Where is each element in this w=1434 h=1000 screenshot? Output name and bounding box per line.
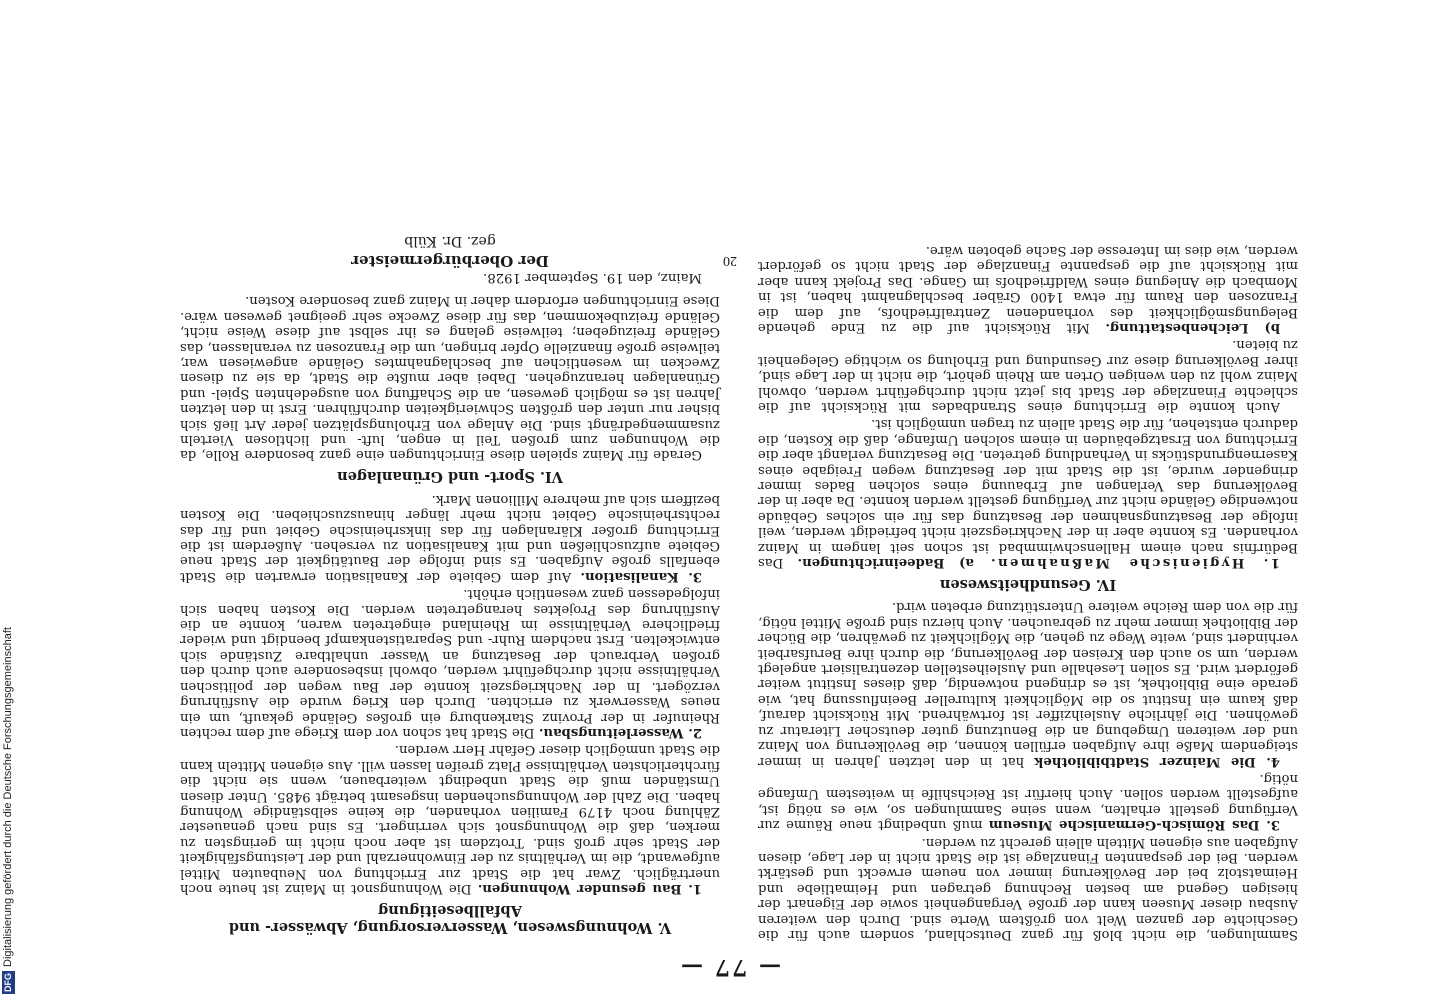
item3-lead: 3. Das Römisch-Germanische Museum <box>988 817 1280 833</box>
digitization-credit <box>0 0 16 1000</box>
signature-title: Der Oberbürgermeister <box>351 251 549 270</box>
s5-item2-text: Die Stadt hat schon vor dem Kriege auf dem rechten Rheinufer in der Provinz Starkenburg ein großes Gelände gekauft, um ein neues Wasserwerk zu errichten. Durch den Krieg wurde die Ausführung verzögert. In der Nachkriegszeit konnte der Bau wegen der politischen Verhältnisse nicht durchgeführt werden, obwohl insbesondere auch durch den großen Verbrauch der Besatzung an Wasser unhaltbare Zustände sich entwickelten. Erst nachdem Ruhr- und Separatistenkampf beendigt und wieder friedlichere Verhältnisse im Rheinland eingetreten waren, konnte an die Ausführung des Projektes herangetreten werden. Die Kosten haben sich infolgedessen ganz wesentlich erhöht. <box>180 586 720 740</box>
s4-paragraph-2: Auch konnte die Errichtung eines Strandbades mit Rücksicht auf die schlechte Finanzlage der Stadt bis jetzt nicht durchgeführt werden, obwohl Mainz wohl zu den wenigen Orten am Rhein gehört, die nicht in der Lage sind, ihrer Bevölkerung diese zur Gesundung und Erholung so wichtige Gelegenheit zu bieten. <box>758 337 1298 414</box>
s4-item1-paragraph <box>758 416 1298 570</box>
section-5-heading: V. Wohnungswesen, Wasserversorgung, Abwässer- und Abfallbeseitigung <box>228 902 672 936</box>
item3-paragraph <box>758 771 1298 833</box>
section-6-heading: VI. Sport- und Grünanlagen <box>337 468 563 486</box>
item4-lead: 4. Die Mainzer Stadtbibliothek <box>1034 753 1280 769</box>
item4-paragraph <box>758 599 1298 768</box>
signature-date: Mainz, den 19. September 1928. <box>483 269 702 285</box>
s4-item1-lead: 1. Hygienische Maßnahmen. <box>988 555 1280 571</box>
left-column <box>758 241 1298 942</box>
s5-item3-text: Auf dem Gebiete der Kanalisation erwarten die Stadt ebenfalls große Aufgaben. Es sind infolge der Bautätigkeit der Stadt neue Gebiete aufzuschließen und mit Kanalisation zu versehen. Außerdem ist die Errichtung großer Kläranlagen für das linksrheinische Gebiet und für das rechtsrheinische Gebiet nicht mehr länger hinauszuschieben. Die Kosten beziffern sich auf mehrere Millionen Mark. <box>180 491 720 584</box>
item4-text: hat in den letzten Jahren in immer steigendem Maße ihre Aufgaben erfüllen können, die Bevölkerung von Mainz und der weiteren Umgebung an die Benutzung guter deutscher Literatur zu gewöhnen. Die jährliche Ausleihziffer ist fortwährend. Mit Rücksicht darauf, daß kaum ein Institut so die Möglichkeit kultureller Beeinflussung hat, wie gerade eine Bibliothek, ist es dringend notwendig, daß dieses Institut weiter gefördert wird. Es sollen Lesehalle und Ausleihestellen dezentralisiert angelegt werden, um so auch den Kreisen der Bevölkerung, die durch ihre Berufsarbeit verhindert sind, weite Wege zu gehen, die Möglichkeit zu gewähren, die Bücher der Bibliothek immer mehr zu gebrauchen. Auch hierzu sind große Mittel nötig, für die von dem Reiche weitere Unterstützung erbeten wird. <box>757 599 1298 769</box>
signature-name: gez. Dr. Külb <box>404 233 496 250</box>
right-column <box>180 233 720 942</box>
s4-item1-text: Das Bedürfnis nach einem Hallenschwimmbad ist schon seit langem in Mainz vorhanden. Es konnte aber in der Nachkriegszeit nicht befriedigt werden, weil infolge der Besatzungsnahmen der Besatzung das für ein solches Gebäude notwendige Gelände nicht zur Verfügung gestellt werden konnte. Da aber in der Bevölkerung das Verlangen auf Erbauung eines solchen Bades immer dringender wurde, ist die Stadt mit der Besatzung wegen Freigabe eines Kasernengrundstücks in Verhandlung getreten. Die Besatzung verlangt aber die Errichtung von Ersatzgebäuden in einem solchen Umfange, daß die Kosten, die dadurch entstehen, für die Stadt allein zu tragen unmöglich ist. <box>758 416 1298 571</box>
s6-paragraph: Gerade für Mainz spielen diese Einrichtungen eine ganz besondere Rolle, da die Wohnungen zum großen Teil in engen, luft- und lichtlosen Vierteln zusammengedrängt sind. Die Anlage von Erholungsplätzen jeder Art ließ sich bisher nur unter den größten Schwierigkeiten durchführen. Erst in den letzten Jahren ist es möglich gewesen, an die Schaffung von ausgedehnten Spiel- und Grünanlagen heranzugehen. Dabei aber mußte die Stadt, da sie zu diesen Zwecken im wesentlichen auf beschlagnahmtes Gelände angewiesen war, teilweise große finanzielle Opfer bringen, um die Franzosen zu veranlassen, das Gelände freizugeben; teilweise gelang es ihr selbst auf diese Weise nicht, Gelände freizubekommen, das für diese Zwecke sehr geeignet gewesen wäre. Diese Einrichtungen erfordern daher in Mainz ganz besondere Kosten. <box>180 293 720 463</box>
footer-page-number: 20 <box>723 253 737 268</box>
s5-item1-text: Die Wohnungsnot in Mainz ist heute noch unerträglich. Zwar hat die Stadt zur Errichtung von Neubauten Mittel aufgewandt, die im Verhältnis zu der Einwohnerzahl und der Leistungsfähigkeit der Stadt sehr groß sind. Trotzdem ist aber noch nicht im geringsten zu merken, daß die Wohnungsnot sich verringert. Es sind nach genauester Zählung noch 4179 Familien vorhanden, die keine selbständige Wohnung haben. Die Zahl der Wohnungsuchenden insgesamt beträgt 9485. Unter diesen Umständen muß die Stadt unbedingt weiterbauen, wenn sie nicht die fürchterlichsten Verhältnisse Platz greifen lassen will. Aus eigenen Mitteln kann die Stadt unmöglich dieser Gefahr Herr werden. <box>180 742 720 896</box>
s5-item1-paragraph <box>180 742 720 896</box>
s5-item3-paragraph <box>180 491 720 583</box>
s5-item2-paragraph <box>180 586 720 740</box>
s5-item3-lead: 3. Kanalisation. <box>580 568 702 584</box>
section-4-heading: IV. Gesundheitswesen <box>939 576 1117 594</box>
s4-item1-sub: a) Badeeinrichtungen. <box>797 555 989 571</box>
s4-item-b-lead: b) Leichenbestattung. <box>1105 319 1280 335</box>
item3-text: muß unbedingt neue Räume zur Verfügung gestellt erhalten, wenn seine Sammlungen so, wie es nötig ist, aufgestellt werden sollen. Auch hierfür ist Reichshilfe in weitestem Umfange nötig. <box>758 770 1298 833</box>
credit-text: Digitalisierung gefördert durch die Deutsche Forschungsgemeinschaft <box>2 627 14 967</box>
intro-paragraph: Sammlungen, die nicht bloß für ganz Deutschland, sondern auch für die Geschichte der ganzen Welt von größtem Werte sind. Durch den weiteren Ausbau dieser Museen kann der große Vergangenheit sowie der Eigenart der hiesigen Gegend am besten Rechnung getragen und Heimatliebe und Heimatstolz bei der Bevölkerung immer von neuem erweckt und gestärkt werden. Bei der gespannten Finanzlage ist die Stadt nicht in der Lage, diesen Aufgaben aus eigenen Mitteln allein gerecht zu werden. <box>758 834 1298 942</box>
document-page <box>150 80 1310 980</box>
s5-item1-lead: 1. Bau gesunder Wohnungen. <box>477 881 702 896</box>
page-number: — 77 — <box>679 954 781 980</box>
dfg-logo: DFG <box>2 973 13 992</box>
s4-item-b-text: Mit Rücksicht auf die zu Ende gehende Belegungsmöglichkeit des vorhandenen Zentralfriedhofs, auf dem die Franzosen den Raum für etwa 1400 Gräber beschlagnahmt haben, ist in Mombach die Anlegung eines Waldfriedhofs im Gange. Das Projekt kann aber mit Rücksicht auf die gespannte Finanzlage der Stadt nicht so gefördert werden, wie dies im Interesse der Sache geboten wäre. <box>758 242 1298 335</box>
s5-item2-lead: 2. Wasserleitungsbau. <box>538 724 702 740</box>
